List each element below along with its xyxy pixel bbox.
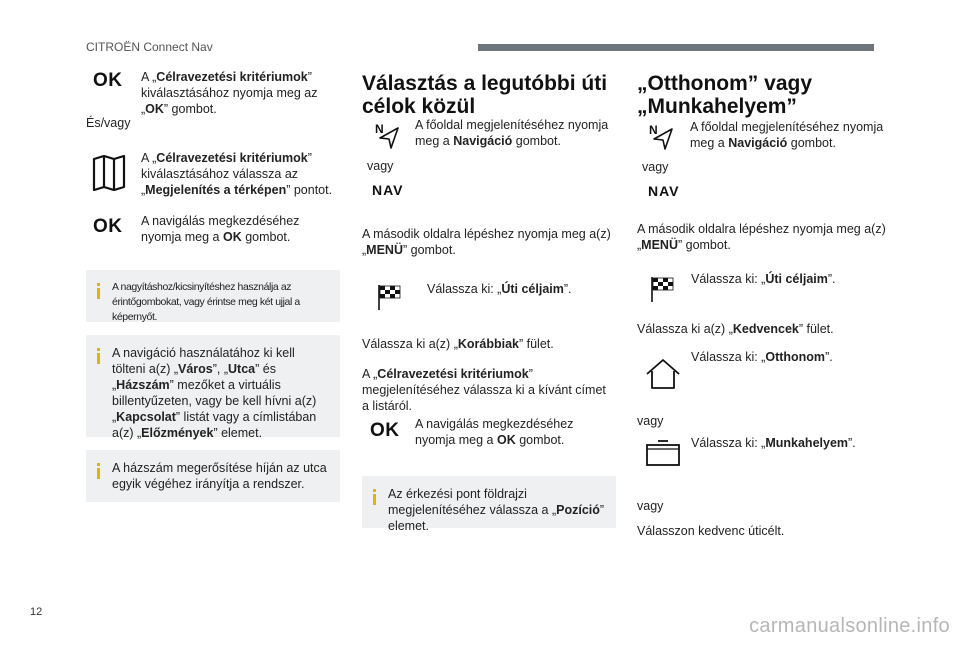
or-label: vagy — [637, 414, 664, 428]
page-number: 12 — [30, 606, 43, 618]
step-press-menu: A második oldalra lépéshez nyomja meg a(z) „MENÜ” gombot. — [362, 227, 611, 257]
checkered-flag-icon — [650, 275, 676, 303]
info-icon — [370, 489, 379, 505]
manual-header-title: CITROËN Connect Nav — [86, 40, 213, 54]
step-select-criteria: A „Célravezetési kritériumok” kiválasztásához nyomja meg az „OK” gombot. — [141, 70, 318, 116]
tip-address-fields: A navigáció használatához ki kell tölteni a(z) „Város”, „Utca” és „Házszám” mezőket a virtuális billentyűzeten, vagy be kell hívni a(z) „Kapcsolat” listát vagy a címlistában a(z) „Előzmények” elemet. — [86, 335, 340, 437]
step-recent-tab: Válassza ki a(z) „Korábbiak” fület. — [362, 337, 554, 351]
or-label: vagy — [642, 160, 669, 174]
info-icon — [94, 283, 103, 299]
step-start-navigation: A navigálás megkezdéséhez nyomja meg a OK gombot. — [415, 417, 574, 447]
checkered-flag-icon — [377, 283, 403, 311]
step-start-navigation: A navigálás megkezdéséhez nyomja meg a OK gombot. — [141, 214, 300, 244]
step-press-navigation: A főoldal megjelenítéséhez nyomja meg a Navigáció gombot. — [415, 118, 609, 148]
info-icon — [94, 348, 103, 364]
nav-button-icon: NAV — [372, 182, 404, 198]
step-my-destinations: Válassza ki: „Úti céljaim”. — [427, 282, 572, 296]
nav-n-label: N — [375, 122, 384, 136]
nav-button-icon: NAV — [648, 183, 680, 199]
nav-n-label: N — [649, 123, 658, 137]
ok-button-icon: OK — [93, 70, 123, 91]
section-title-recent-destinations: Választás a legutóbbi úti célok közül — [362, 72, 608, 118]
navigation-arrow-icon — [378, 126, 400, 150]
step-choose-address: A „Célravezetési kritériumok” megjelenítéséhez válassza ki a kívánt címet a listáról. — [362, 367, 606, 413]
step-press-menu: A második oldalra lépéshez nyomja meg a(z) „MENÜ” gombot. — [637, 222, 886, 252]
briefcase-icon — [645, 439, 681, 467]
tip-zoom: A nagyításhoz/kicsinyítéshez használja az érintőgombokat, vagy érintse meg két ujjal a képernyőt. — [86, 270, 340, 322]
step-my-destinations: Válassza ki: „Úti céljaim”. — [691, 272, 836, 286]
map-icon — [92, 155, 126, 191]
or-label: És/vagy — [86, 116, 131, 130]
step-work: Válassza ki: „Munkahelyem”. — [691, 436, 856, 450]
or-label: vagy — [367, 159, 394, 173]
step-home: Válassza ki: „Otthonom”. — [691, 350, 833, 364]
info-icon — [94, 463, 103, 479]
or-label: vagy — [637, 499, 664, 513]
section-title-home-work: „Otthonom” vagy „Munkahelyem” — [637, 72, 813, 118]
tip-house-number: A házszám megerősítése híján az utca egyik végéhez irányítja a rendszer. — [86, 450, 340, 502]
step-press-navigation: A főoldal megjelenítéséhez nyomja meg a Navigáció gombot. — [690, 120, 884, 150]
ok-button-icon: OK — [370, 420, 400, 441]
home-icon — [645, 358, 681, 390]
ok-button-icon: OK — [93, 216, 123, 237]
step-show-on-map: A „Célravezetési kritériumok” kiválasztásához válassza az „Megjelenítés a térképen” pontot. — [141, 151, 333, 197]
step-favourite-destination: Válasszon kedvenc úticélt. — [637, 524, 785, 538]
navigation-arrow-icon — [652, 127, 674, 151]
tip-position: Az érkezési pont földrajzi megjelenítéséhez válassza a „Pozíció” elemet. — [362, 476, 616, 528]
header-rule — [478, 44, 874, 51]
watermark: carmanualsonline.info — [749, 615, 950, 637]
step-favourites-tab: Válassza ki a(z) „Kedvencek” fület. — [637, 322, 834, 336]
